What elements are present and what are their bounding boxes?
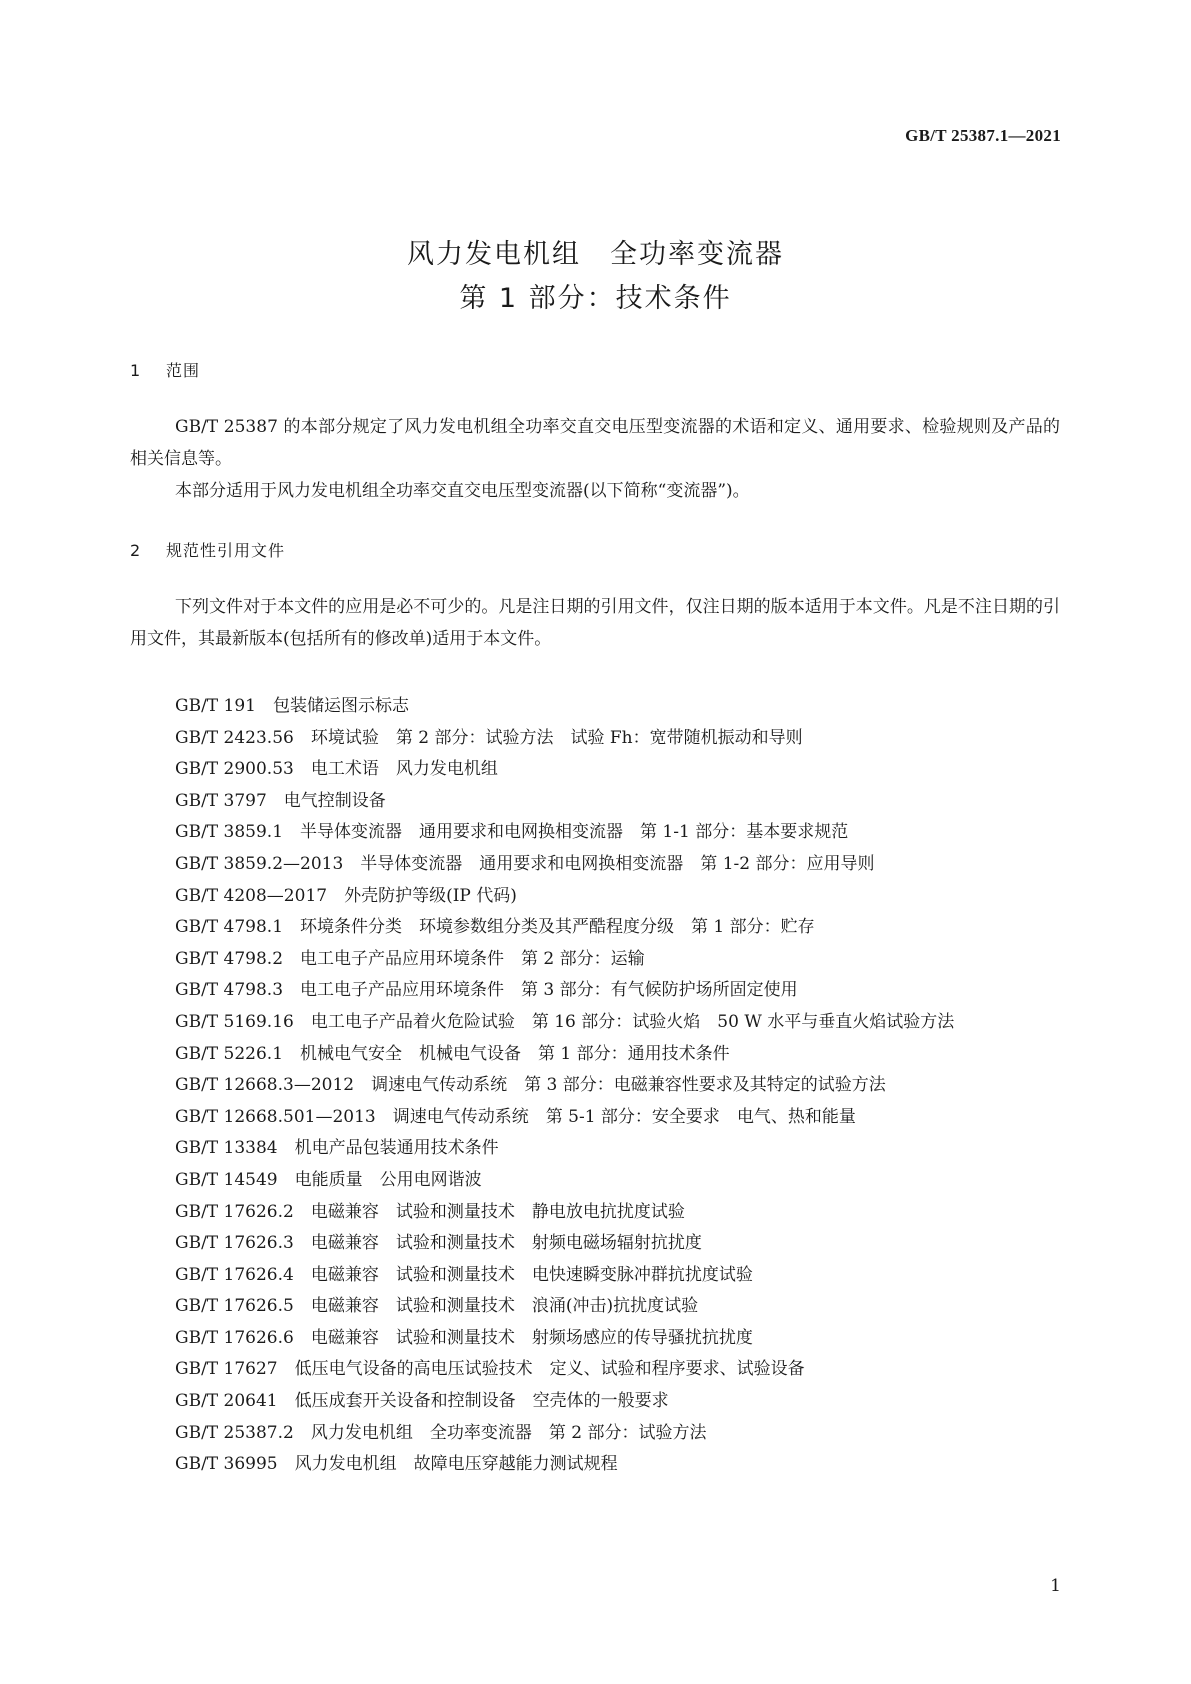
section-2-number: 2 (130, 541, 142, 560)
section-2-intro: 下列文件对于本文件的应用是必不可少的。凡是注日期的引用文件，仅注日期的版本适用于本文件。凡是不注日期的引用文件，其最新版本(包括所有的修改单)适用于本文件。 (130, 597, 1060, 649)
reference-item: GB/T 12668.501—2013 调速电气传动系统 第 5-1 部分：安全要求 电气、热和能量 (175, 1106, 856, 1127)
reference-item: GB/T 5226.1 机械电气安全 机械电气设备 第 1 部分：通用技术条件 (175, 1043, 730, 1064)
reference-item: GB/T 3859.1 半导体变流器 通用要求和电网换相变流器 第 1-1 部分：基本要求规范 (175, 822, 849, 843)
section-1-number: 1 (130, 361, 142, 380)
reference-item: GB/T 14549 电能质量 公用电网谐波 (175, 1169, 482, 1190)
reference-item: GB/T 4208—2017 外壳防护等级(IP 代码) (175, 885, 517, 906)
reference-item: GB/T 17626.2 电磁兼容 试验和测量技术 静电放电抗扰度试验 (175, 1201, 685, 1222)
section-2-title: 规范性引用文件 (166, 541, 286, 560)
reference-item: GB/T 17626.4 电磁兼容 试验和测量技术 电快速瞬变脉冲群抗扰度试验 (175, 1264, 753, 1285)
section-1-paragraph-1: GB/T 25387 的本部分规定了风力发电机组全功率交直交电压型变流器的术语和定义、通用要求、检验规则及产品的相关信息等。 (130, 417, 1060, 469)
reference-item: GB/T 13384 机电产品包装通用技术条件 (175, 1138, 499, 1159)
reference-item: GB/T 191 包装储运图示标志 (175, 696, 409, 716)
reference-item: GB/T 3797 电气控制设备 (175, 790, 386, 811)
reference-item: GB/T 25387.2 风力发电机组 全功率变流器 第 2 部分：试验方法 (175, 1422, 707, 1443)
reference-item: GB/T 2423.56 环境试验 第 2 部分：试验方法 试验 Fh：宽带随机振动和导则 (175, 727, 803, 748)
reference-item: GB/T 12668.3—2012 调速电气传动系统 第 3 部分：电磁兼容性要求及其特定的试验方法 (175, 1075, 886, 1096)
reference-item: GB/T 17626.6 电磁兼容 试验和测量技术 射频场感应的传导骚扰抗扰度 (175, 1327, 753, 1348)
section-1-paragraph-2: 本部分适用于风力发电机组全功率交直交电压型变流器(以下简称“变流器”)。 (175, 481, 750, 501)
section-2-heading (130, 538, 285, 561)
normative-references-list (130, 691, 1060, 1481)
section-1-title: 范围 (166, 361, 201, 380)
reference-item: GB/T 4798.3 电工电子产品应用环境条件 第 3 部分：有气候防护场所固定使用 (175, 980, 798, 1001)
reference-item: GB/T 3859.2—2013 半导体变流器 通用要求和电网换相变流器 第 1-2 部分：应用导则 (175, 853, 875, 874)
page-number: 1 (1050, 1576, 1061, 1596)
document-subtitle: 第 1 部分：技术条件 (459, 283, 732, 314)
reference-item: GB/T 4798.1 环境条件分类 环境参数组分类及其严酷程度分级 第 1 部分：贮存 (175, 917, 815, 938)
reference-item: GB/T 17626.3 电磁兼容 试验和测量技术 射频电磁场辐射抗扰度 (175, 1233, 702, 1254)
reference-item: GB/T 4798.2 电工电子产品应用环境条件 第 2 部分：运输 (175, 948, 645, 969)
standard-code: GB/T 25387.1—2021 (905, 126, 1061, 145)
section-1-heading (130, 358, 200, 381)
reference-item: GB/T 17627 低压电气设备的高电压试验技术 定义、试验和程序要求、试验设备 (175, 1359, 805, 1380)
reference-item: GB/T 17626.5 电磁兼容 试验和测量技术 浪涌(冲击)抗扰度试验 (175, 1296, 699, 1317)
reference-item: GB/T 2900.53 电工术语 风力发电机组 (175, 759, 498, 780)
reference-item: GB/T 36995 风力发电机组 故障电压穿越能力测试规程 (175, 1454, 618, 1475)
document-title: 风力发电机组 全功率变流器 (407, 239, 784, 270)
reference-item: GB/T 20641 低压成套开关设备和控制设备 空壳体的一般要求 (175, 1391, 669, 1412)
reference-item: GB/T 5169.16 电工电子产品着火危险试验 第 16 部分：试验火焰 50 W 水平与垂直火焰试验方法 (175, 1011, 955, 1032)
